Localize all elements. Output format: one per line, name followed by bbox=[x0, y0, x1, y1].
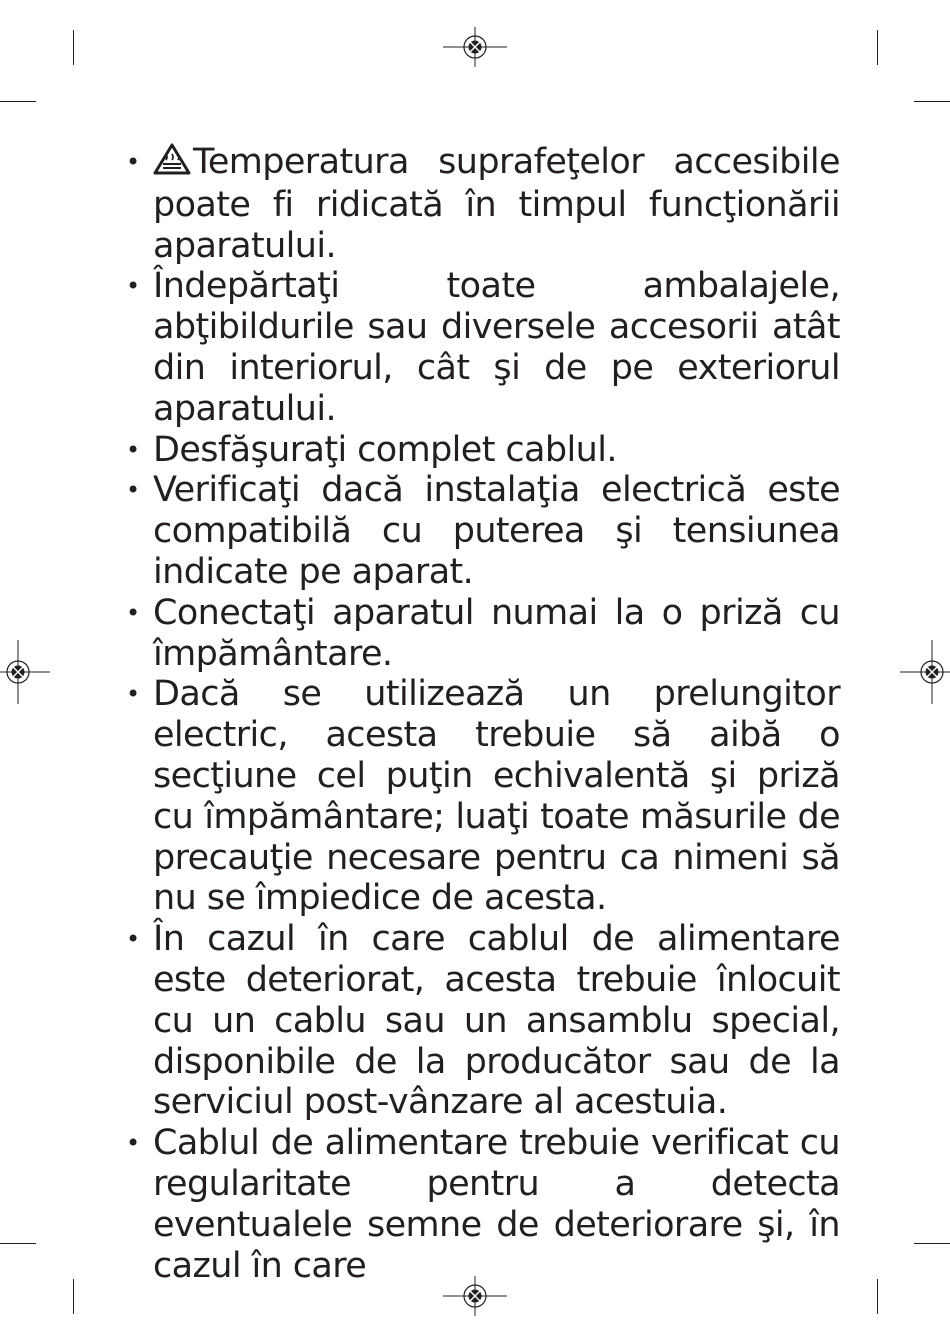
crop-mark bbox=[914, 1243, 950, 1244]
item-text: Dacă se utilizează un prelungitor electric, acesta trebuie să aibă o secţiune cel puţin echivalentă şi priză cu împământare; luaţi toate măsurile de precauţie necesare pentru ca nimeni să nu se împiedice de acesta. bbox=[153, 674, 840, 919]
crop-mark bbox=[914, 101, 950, 102]
registration-mark-icon bbox=[0, 640, 50, 704]
item-text: Îndepărtaţi toate ambalajele, abţibildurile sau diversele accesorii atât din interiorul, cât şi de pe exteriorul aparatului. bbox=[153, 266, 840, 429]
list-item bbox=[126, 1123, 840, 1286]
item-text: Cablul de alimentare trebuie verificat cu regularitate pentru a detecta eventualele semne de deteriorare şi, în cazul în care bbox=[153, 1123, 840, 1286]
crop-mark bbox=[73, 1279, 74, 1314]
crop-mark bbox=[73, 30, 74, 65]
bullet: • bbox=[126, 435, 140, 464]
registration-mark-icon bbox=[900, 640, 950, 704]
list-item bbox=[126, 266, 840, 429]
item-text: Conectaţi aparatul numai la o priză cu împământare. bbox=[153, 592, 840, 674]
list-item bbox=[126, 470, 840, 592]
list-item bbox=[126, 919, 840, 1123]
item-text: Desfăşuraţi complet cablul. bbox=[153, 429, 617, 470]
crop-mark bbox=[0, 101, 36, 102]
crop-mark bbox=[0, 1243, 36, 1244]
bullet: • bbox=[126, 272, 140, 301]
item-text: Temperatura suprafeţelor accesibile poate fi ridicată în timpul funcţionării aparatului. bbox=[153, 142, 840, 266]
bullet: • bbox=[126, 476, 140, 505]
bullet: • bbox=[126, 925, 140, 954]
list-item bbox=[126, 674, 840, 919]
safety-instructions bbox=[126, 142, 840, 1286]
bullet: • bbox=[126, 1129, 140, 1158]
bullet-list bbox=[126, 142, 840, 1286]
list-item bbox=[126, 142, 840, 266]
crop-mark bbox=[877, 30, 878, 65]
list-item bbox=[126, 430, 840, 471]
item-text: În cazul în care cablul de alimentare este deteriorat, acesta trebuie înlocuit cu un cablu sau un ansamblu special, disponibile de la producător sau de la serviciul post-vânzare al acestuia. bbox=[153, 919, 840, 1123]
hot-surface-warning-icon bbox=[153, 143, 191, 185]
list-item bbox=[126, 593, 840, 675]
bullet: • bbox=[126, 148, 140, 176]
item-text: Verificaţi dacă instalaţia electrică este compatibilă cu puterea şi tensiunea indicate pe aparat. bbox=[153, 470, 840, 592]
bullet: • bbox=[126, 680, 140, 709]
crop-mark bbox=[877, 1279, 878, 1314]
bullet: • bbox=[126, 598, 140, 627]
registration-mark-icon bbox=[443, 15, 507, 79]
